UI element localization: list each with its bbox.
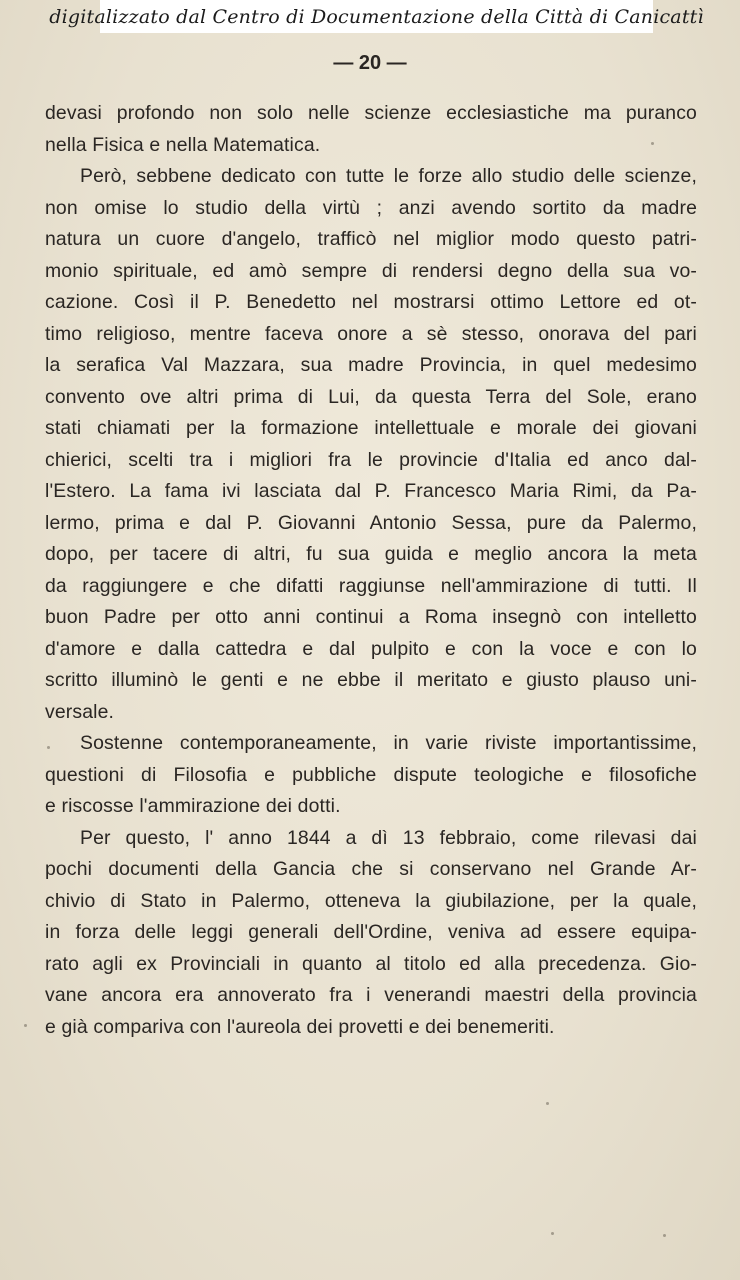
text-line: Però, sebbene dedicato con tutte le forze allo studio delle scienze, [80,165,697,187]
text-line: d'amore e dalla cattedra e dal pulpito e con la voce e con lo [45,637,697,660]
text-line: nella Fisica e nella Matematica. [45,133,321,156]
text-line: vane ancora era annoverato fra i venerandi maestri della provincia [45,984,697,1006]
text-line: e già compariva con l'aureola dei provetti e dei benemeriti. [45,1015,555,1038]
paper-speck [663,1234,666,1237]
text-line: pochi documenti della Gancia che si conservano nel Grande Ar- [45,858,697,880]
text-line: chivio di Stato in Palermo, otteneva la giubilazione, per la quale, [45,889,697,912]
paper-speck [651,142,654,145]
text-line: timo religioso, mentre faceva onore a sè stesso, onorava del pari [45,322,697,345]
text-line: convento ove altri prima di Lui, da questa Terra del Sole, erano [45,385,697,408]
paper-speck [47,746,50,749]
text-line: natura un cuore d'angelo, trafficò nel miglior modo questo patri- [45,228,697,250]
body-text [45,98,697,1043]
page-number: — 20 — [333,52,407,74]
text-line: non omise lo studio della virtù ; anzi avendo sortito da madre [45,196,697,219]
text-line: cazione. Così il P. Benedetto nel mostrarsi ottimo Lettore ed ot- [45,291,697,313]
paper-speck [546,1102,549,1105]
text-line: la serafica Val Mazzara, sua madre Provincia, in quel medesimo [45,354,697,376]
text-line: da raggiungere e che difatti raggiunse nell'ammirazione di tutti. Il [45,574,697,597]
text-line: monio spirituale, ed amò sempre di rendersi degno della sua vo- [45,259,697,282]
text-line: chierici, scelti tra i migliori fra le provincie d'Italia ed anco dal- [45,448,697,471]
watermark-banner [49,0,704,33]
text-line: lermo, prima e dal P. Giovanni Antonio Sessa, pure da Palermo, [45,511,697,534]
text-line: buon Padre per otto anni continui a Roma insegnò con intelletto [45,606,697,628]
text-line: dopo, per tacere di altri, fu sua guida e meglio ancora la meta [45,543,697,565]
text-line: Sostenne contemporaneamente, in varie riviste importantissime, [80,732,697,754]
text-line: rato agli ex Provinciali in quanto al titolo ed alla precedenza. Gio- [45,952,697,975]
text-line: l'Estero. La fama ivi lasciata dal P. Francesco Maria Rimi, da Pa- [45,480,697,502]
text-line: devasi profondo non solo nelle scienze ecclesiastiche ma puranco [45,102,697,124]
text-line: questioni di Filosofia e pubbliche dispute teologiche e filosofiche [45,763,697,786]
paper-speck [24,1024,27,1027]
text-line: e riscosse l'ammirazione dei dotti. [45,795,341,817]
paper-speck [551,1232,554,1235]
text-line: scritto illuminò le genti e ne ebbe il meritato e giusto plauso uni- [45,669,697,691]
text-line: versale. [45,700,115,723]
watermark-text: digitalizzato dal Centro di Documentazione della Città di Canicattì [49,5,704,28]
text-line: stati chiamati per la formazione intellettuale e morale dei giovani [45,417,697,439]
text-line: Per questo, l' anno 1844 a dì 13 febbraio, come rilevasi dai [80,826,697,849]
text-line: in forza delle leggi generali dell'Ordine, veniva ad essere equipa- [45,921,697,943]
